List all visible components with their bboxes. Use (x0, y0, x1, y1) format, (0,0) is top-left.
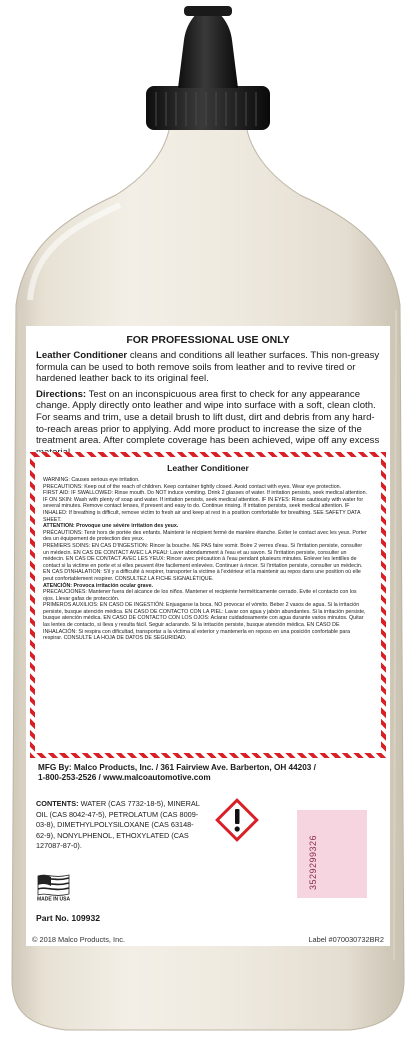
manufacturer-info (38, 763, 378, 783)
mfg-line: MFG By: Malco Products, Inc. / 361 Fairview Ave. Barberton, OH 44203 / (38, 763, 316, 772)
contents-text: WATER (CAS 7732-18-5), MINERAL OIL (CAS 8042-47-5), PETROLATUM (CAS 8009-03-8), DIMETHYLPOLYSILOXANE (CAS 63148-62-9), NONYLPHENOL, ETHOXYLATED (CAS 127087-87-0). (36, 799, 200, 851)
hazard-box (30, 452, 386, 758)
hazard-line: ATTENTION: Provoque une sévère irritation des yeux. (43, 523, 179, 530)
hazard-title: Leather Conditioner (167, 463, 249, 473)
hazard-line: PRECAUTIONS: Keep out of the reach of children. Keep container tightly closed. Avoid contact with eyes. Wear eye protection. (43, 483, 342, 490)
label-number: Label #070030732BR2 (308, 935, 384, 944)
hazard-line: FIRST AID: IF SWALLOWED: Rinse mouth. Do NOT induce vomiting. Drink 2 glasses of water. If irritation persists, seek medical attention. IF ON SKIN: Wash with plenty of soap and water. If irritation persists, seek medical attention. IF IN EYES: Rinse cautiously with water for several minutes. Remove contact lenses, if present and easy to do. Continue rinsing. If irritation persists, seek medical attention. IF INHALED: If breathing is difficult, remove victim to fresh air and keep at rest in a position comfortable for breathing. SEE SAFETY DATA SHEET. (43, 490, 368, 523)
directions-label: Directions: (36, 388, 87, 400)
cap-collar (146, 86, 270, 130)
directions-text: Test on an inconspicuous area first to check for any appearance change. Apply directly onto leather and wipe into surface with a soft, clean cloth. For seams and trim, use a detail brush to lift dust, dirt and debris from any hard-to-reach areas prior to applying. Add more product to increase the size of the treatment area. After complete coverage has been achieved, wipe off any excess (36, 388, 380, 447)
label-intro (36, 350, 382, 458)
contents-list (36, 799, 201, 852)
hazard-line: ATENCIÓN: Provoca irritación ocular grave. (43, 582, 153, 589)
professional-use-heading: FOR PROFESSIONAL USE ONLY (126, 334, 290, 346)
copyright: © 2018 Malco Products, Inc. (32, 935, 125, 944)
hazard-line: PRECAUCIONES: Mantener fuera del alcance de los niños. Mantener el recipiente herméticamente cerrado. Evite el contacto con los ojos. Llevar gafas de protección. (43, 589, 357, 602)
part-number: Part No. 109932 (36, 913, 101, 923)
hazard-line: WARNING: Causes serious eye irritation. (43, 477, 140, 483)
hazard-text (43, 477, 369, 642)
hazard-line: PREMIERS SOINS: EN CAS D'INGESTION: Rincer la bouche. NE PAS faire vomir. Boire 2 verres d'eau. Si l'irritation persiste, consulter un médecin. EN CAS DE CONTACT AVEC LA PEAU: Laver abondamment à l'eau et au savon. Si l'irritation persiste, consulter un médecin. EN CAS DE CONTACT AVEC LES YEUX: Rincer avec précaution à l'eau pendant plusieurs minutes. Enlever les lentilles de contact si la victime en porte et si elles peuvent être facilement enlevées. Continuer à rincer. Si l'irritation persiste, consulter un médecin. EN CAS D'INHALATION: S'il y a difficulté à respirer, transporter la victime à l'extérieur et la maintenir au repos dans une position où elle peut confortablement respirer. CONSULTEZ LA FICHE SIGNALÉTIQUE. (43, 542, 363, 582)
product-description: cleans and conditions all leather surfaces. This non-greasy formula can be used to both remove soils from leather and to revive tired or hardened leather back to its original feel. (36, 350, 380, 385)
cap-spout (178, 8, 238, 88)
mfg-line: 1-800-253-2526 / www.malcoautomotive.com (38, 773, 211, 783)
hazard-line: PRÉCAUTIONS: Tenir hors de portée des enfants. Maintenir le récipient fermé de manière étanche. Éviter le contact avec les yeux. Porter des un équipement de protection des yeux. (43, 529, 367, 543)
product-name: Leather Conditioner (36, 350, 128, 361)
svg-text:MADE IN USA: MADE IN USA (37, 896, 71, 901)
product-label (26, 326, 390, 946)
usa-flag-icon (36, 872, 71, 901)
barcode-number: 3529299326 (308, 834, 318, 890)
contents-label: CONTENTS: (36, 799, 79, 808)
ghs-exclamation-icon (214, 797, 260, 843)
hazard-line: PRIMEROS AUXILIOS: EN CASO DE INGESTIÓN: Enjuagarse la boca. NO provocar el vómito. Beber 2 vasos de agua. Si la irritación persiste, busque atención médica. EN CASO DE CONTACTO CON LA PIEL: Lavar con agua y jabón abundantes. Si la irritación persiste, busque atención médica. EN CASO DE CONTACTO CON LOS OJOS: Aclarar cuidadosamente con agua durante varios minutos. Quitar las lentes de contacto, si lleva y resulta fácil. Seguir aclarando. Si la irritación persiste, busque atención médica. EN CASO DE INHALACIÓN: Si respira con dificultad, transportar a la víctima al exterior y mantenerla en reposo en una posición confortable para respirar. CONSULTE LA HOJA DE DATOS DE SEGURIDAD. (43, 602, 366, 642)
